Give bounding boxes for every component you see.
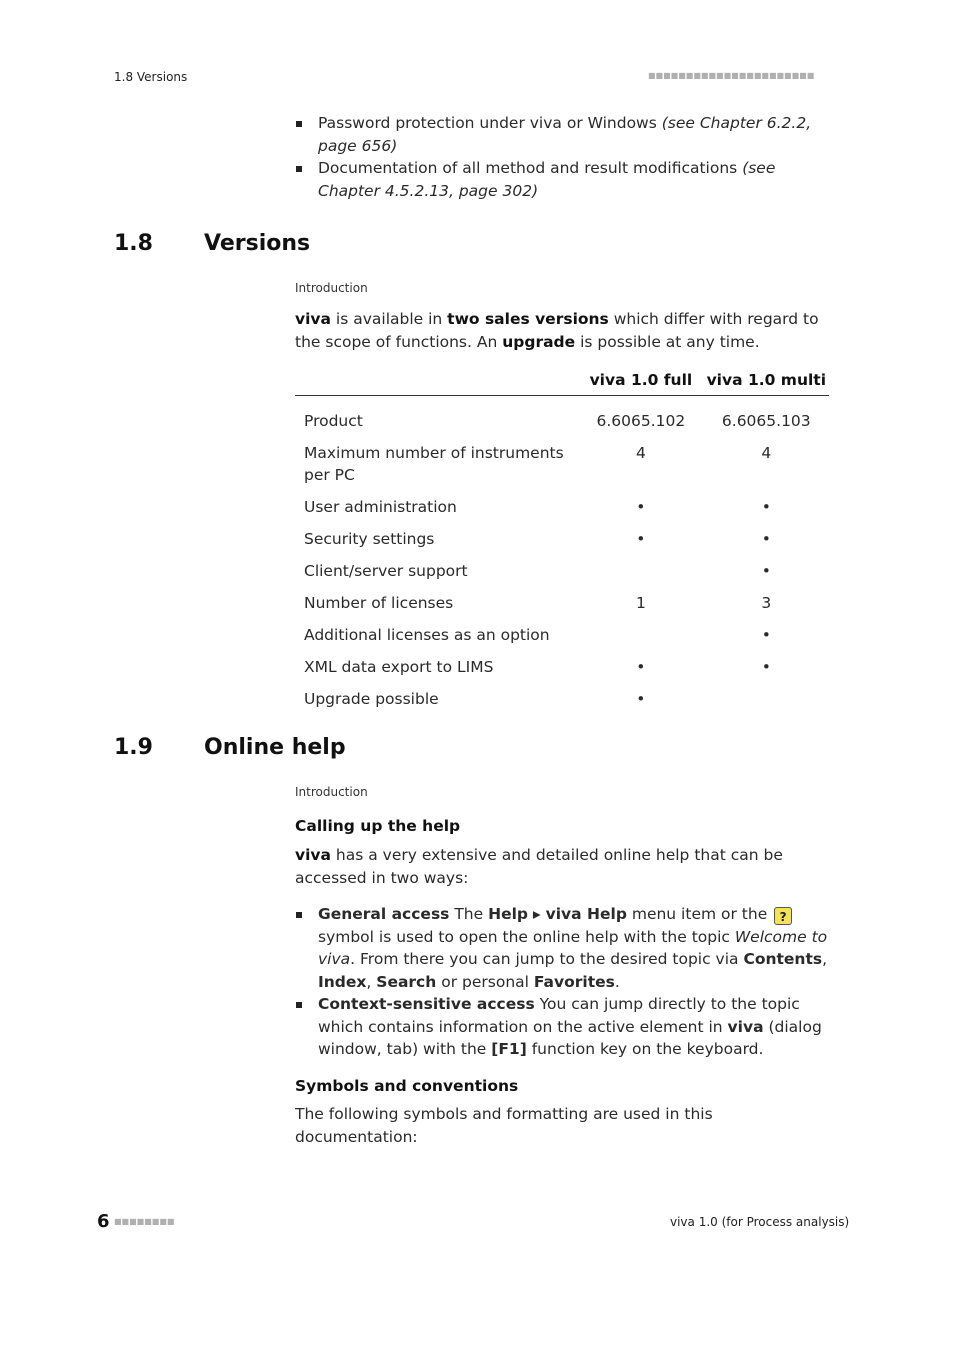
bullet-square-icon: [296, 1002, 302, 1008]
table-row: Upgrade possible •: [304, 689, 646, 708]
table-row: [295, 396, 829, 406]
table-row: Client/server support •: [304, 561, 771, 580]
cross-reference[interactable]: (see Chapter 6.2.2, page 656): [318, 114, 812, 155]
footer-decoration: ■■■■■■■■: [114, 1217, 175, 1226]
table-row: User administration • •: [304, 497, 771, 516]
versions-intro-paragraph: viva is available in two sales versions which differ with regard to the scope of functions. An upgrade is possible at any time.: [295, 310, 819, 351]
versions-table: [295, 365, 829, 716]
margin-label: Introduction: [295, 281, 368, 295]
menu-arrow-icon: ▸: [528, 905, 546, 923]
table-row: Additional licenses as an option •: [304, 625, 771, 644]
table-row: Security settings • •: [304, 529, 771, 548]
feature-bullet-list: [295, 112, 835, 202]
bullet-square-icon: [296, 121, 302, 127]
header-decoration: ■■■■■■■■■■■■■■■■■■■■■■: [648, 71, 815, 80]
list-item: Context-sensitive access You can jump directly to the topic which contains information on the active element in viva (dialog window, tab) with the [F1] function key on the keyboard.: [295, 993, 835, 1061]
table-header-row: [295, 365, 829, 396]
page-number: 6: [97, 1211, 110, 1232]
section-title: Versions: [204, 231, 311, 256]
help-icon[interactable]: ?: [774, 907, 792, 925]
list-item: General access The Help ▸ viva Help menu item or the ? symbol is used to open the online help with the topic Welcome to viva. From there you can jump to the desired topic via Contents, Index, Search or personal Favorites.: [295, 903, 835, 993]
symbols-paragraph: The following symbols and formatting are used in this documentation:: [295, 1105, 713, 1146]
table-row: Product 6.6065.102 6.6065.103: [304, 411, 811, 430]
table-header-cell: viva 1.0 multi: [704, 365, 829, 396]
table-header-cell: [295, 365, 578, 396]
section-number: 1.8: [114, 231, 153, 256]
running-header-section: 1.8 Versions: [114, 70, 188, 84]
table-row: XML data export to LIMS • •: [304, 657, 771, 676]
list-item: Documentation of all method and result modifications (see Chapter 4.5.2.13, page 302): [295, 157, 835, 202]
table-header-cell: viva 1.0 full: [578, 365, 703, 396]
subsection-heading: Symbols and conventions: [295, 1077, 519, 1095]
bullet-square-icon: [296, 912, 302, 918]
subsection-heading: Calling up the help: [295, 817, 461, 835]
bullet-square-icon: [296, 166, 302, 172]
list-item: Password protection under viva or Windows (see Chapter 6.2.2, page 656): [295, 112, 835, 157]
help-access-list: [295, 903, 835, 1061]
table-row: Number of licenses 1 3: [304, 593, 772, 612]
section-number: 1.9: [114, 735, 153, 760]
table-row: Maximum number of instruments per PC 4 4: [304, 443, 772, 484]
section-title: Online help: [204, 735, 346, 760]
cross-reference[interactable]: (see Chapter 4.5.2.13, page 302): [318, 159, 776, 200]
calling-help-paragraph: viva has a very extensive and detailed online help that can be accessed in two ways:: [295, 846, 783, 887]
margin-label: Introduction: [295, 785, 368, 799]
footer-document-title: viva 1.0 (for Process analysis): [670, 1215, 850, 1229]
